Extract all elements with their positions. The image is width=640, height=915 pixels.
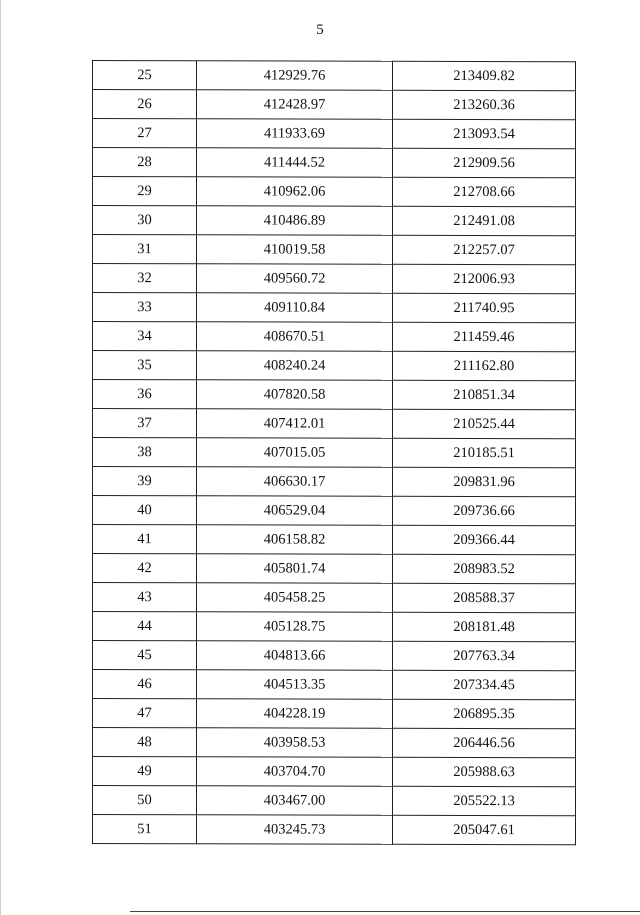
x-coordinate-cell: 410486.89	[197, 206, 393, 236]
x-coordinate-cell: 403467.00	[197, 786, 393, 816]
point-number-cell: 27	[93, 119, 197, 148]
table-row	[93, 206, 576, 236]
y-coordinate-cell: 207763.34	[393, 641, 576, 670]
table-row	[93, 554, 576, 584]
table-row	[93, 61, 576, 91]
y-coordinate-cell: 212257.07	[393, 235, 576, 264]
x-coordinate-cell: 412428.97	[197, 90, 393, 120]
table-row	[93, 670, 576, 700]
x-coordinate-cell: 407015.05	[197, 438, 393, 468]
y-coordinate-cell: 208181.48	[393, 612, 576, 641]
x-coordinate-cell: 403245.73	[197, 815, 393, 845]
table-row	[93, 583, 576, 613]
point-number-cell: 30	[93, 206, 197, 235]
table-row	[93, 815, 576, 845]
x-coordinate-cell: 405128.75	[197, 612, 393, 642]
point-number-cell: 45	[93, 641, 197, 670]
point-number-cell: 31	[93, 235, 197, 264]
point-number-cell: 38	[93, 438, 197, 467]
y-coordinate-cell: 212909.56	[393, 148, 576, 177]
y-coordinate-cell: 209831.96	[393, 467, 576, 496]
y-coordinate-cell: 211459.46	[393, 322, 576, 351]
point-number-cell: 25	[93, 61, 197, 90]
table-row	[93, 699, 576, 729]
y-coordinate-cell: 209366.44	[393, 525, 576, 554]
table-row	[93, 119, 576, 149]
page-number: 5	[316, 22, 324, 38]
table-row	[93, 467, 576, 497]
x-coordinate-cell: 405458.25	[197, 583, 393, 613]
coordinate-table-container	[92, 60, 575, 845]
point-number-cell: 44	[93, 612, 197, 641]
coordinate-table-body	[93, 61, 576, 845]
x-coordinate-cell: 406630.17	[197, 467, 393, 497]
table-row	[93, 177, 576, 207]
y-coordinate-cell: 210185.51	[393, 438, 576, 467]
point-number-cell: 51	[93, 815, 197, 844]
point-number-cell: 41	[93, 525, 197, 554]
point-number-cell: 43	[93, 583, 197, 612]
point-number-cell: 37	[93, 409, 197, 438]
y-coordinate-cell: 208983.52	[393, 554, 576, 583]
x-coordinate-cell: 404228.19	[197, 699, 393, 729]
point-number-cell: 48	[93, 728, 197, 757]
x-coordinate-cell: 407412.01	[197, 409, 393, 439]
y-coordinate-cell: 206895.35	[393, 699, 576, 728]
y-coordinate-cell: 213409.82	[393, 61, 576, 90]
point-number-cell: 39	[93, 467, 197, 496]
y-coordinate-cell: 209736.66	[393, 496, 576, 525]
y-coordinate-cell: 207334.45	[393, 670, 576, 699]
table-row	[93, 757, 576, 787]
point-number-cell: 36	[93, 380, 197, 409]
x-coordinate-cell: 403704.70	[197, 757, 393, 787]
point-number-cell: 42	[93, 554, 197, 583]
coordinate-table	[92, 60, 576, 845]
table-row	[93, 148, 576, 178]
table-row	[93, 409, 576, 439]
table-row	[93, 728, 576, 758]
y-coordinate-cell: 210851.34	[393, 380, 576, 409]
point-number-cell: 26	[93, 90, 197, 119]
x-coordinate-cell: 404813.66	[197, 641, 393, 671]
y-coordinate-cell: 208588.37	[393, 583, 576, 612]
table-row	[93, 496, 576, 526]
point-number-cell: 29	[93, 177, 197, 206]
table-row	[93, 90, 576, 120]
point-number-cell: 28	[93, 148, 197, 177]
y-coordinate-cell: 205047.61	[393, 815, 576, 844]
x-coordinate-cell: 406158.82	[197, 525, 393, 555]
x-coordinate-cell: 407820.58	[197, 380, 393, 410]
point-number-cell: 50	[93, 786, 197, 815]
table-row	[93, 235, 576, 265]
table-row	[93, 264, 576, 294]
x-coordinate-cell: 406529.04	[197, 496, 393, 526]
table-row	[93, 525, 576, 555]
table-row	[93, 322, 576, 352]
table-row	[93, 293, 576, 323]
y-coordinate-cell: 212006.93	[393, 264, 576, 293]
y-coordinate-cell: 212708.66	[393, 177, 576, 206]
y-coordinate-cell: 205988.63	[393, 757, 576, 786]
x-coordinate-cell: 405801.74	[197, 554, 393, 584]
y-coordinate-cell: 205522.13	[393, 786, 576, 815]
x-coordinate-cell: 411933.69	[197, 119, 393, 149]
x-coordinate-cell: 404513.35	[197, 670, 393, 700]
x-coordinate-cell: 408670.51	[197, 322, 393, 352]
table-row	[93, 380, 576, 410]
point-number-cell: 47	[93, 699, 197, 728]
x-coordinate-cell: 410019.58	[197, 235, 393, 265]
y-coordinate-cell: 212491.08	[393, 206, 576, 235]
x-coordinate-cell: 409110.84	[197, 293, 393, 323]
point-number-cell: 49	[93, 757, 197, 786]
point-number-cell: 35	[93, 351, 197, 380]
y-coordinate-cell: 206446.56	[393, 728, 576, 757]
table-row	[93, 612, 576, 642]
x-coordinate-cell: 412929.76	[197, 61, 393, 91]
y-coordinate-cell: 213093.54	[393, 119, 576, 148]
y-coordinate-cell: 211740.95	[393, 293, 576, 322]
y-coordinate-cell: 210525.44	[393, 409, 576, 438]
table-row	[93, 786, 576, 816]
point-number-cell: 46	[93, 670, 197, 699]
table-row	[93, 438, 576, 468]
x-coordinate-cell: 411444.52	[197, 148, 393, 178]
x-coordinate-cell: 409560.72	[197, 264, 393, 294]
x-coordinate-cell: 403958.53	[197, 728, 393, 758]
table-row	[93, 641, 576, 671]
x-coordinate-cell: 408240.24	[197, 351, 393, 381]
point-number-cell: 34	[93, 322, 197, 351]
y-coordinate-cell: 211162.80	[393, 351, 576, 380]
page-bottom-rule	[130, 911, 640, 912]
page-edge	[0, 0, 1, 915]
table-row	[93, 351, 576, 381]
y-coordinate-cell: 213260.36	[393, 90, 576, 119]
x-coordinate-cell: 410962.06	[197, 177, 393, 207]
point-number-cell: 32	[93, 264, 197, 293]
point-number-cell: 40	[93, 496, 197, 525]
point-number-cell: 33	[93, 293, 197, 322]
